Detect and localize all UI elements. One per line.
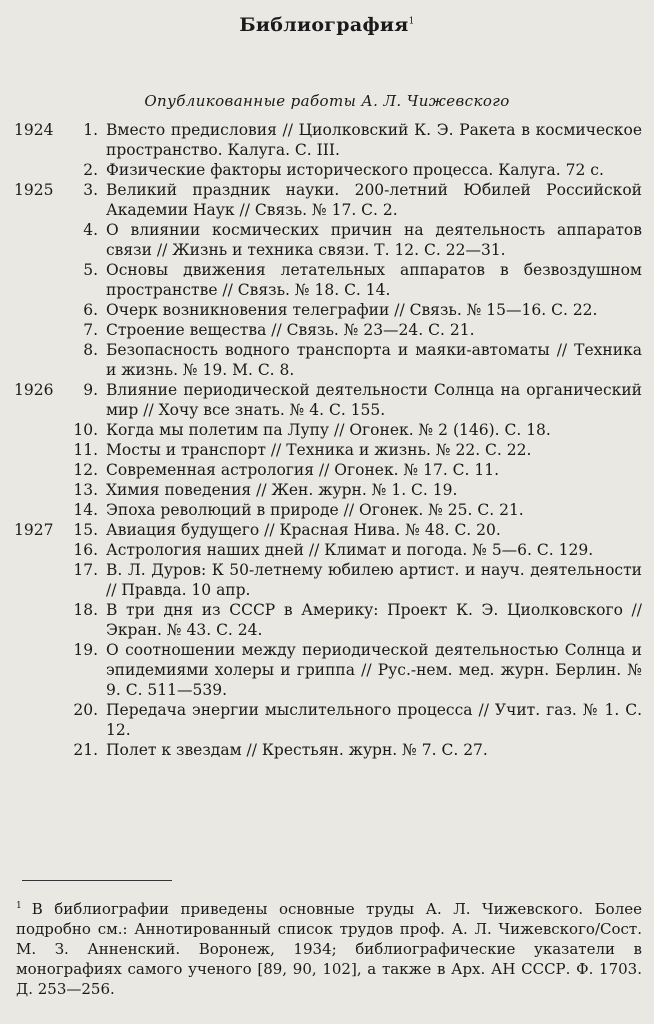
bibliography-entry — [0, 380, 654, 420]
entry-text: Мосты и транспорт // Техника и жизнь. № 22. С. 22. — [106, 441, 532, 459]
entry-number: 19. — [73, 641, 98, 659]
bibliography-entry — [0, 600, 654, 640]
footnote-text: В библиографии приведены основные труды А. Л. Чижевского. Более подробно см.: Аннотированный список трудов проф. А. Л. Чижевского/Сост. М. З. Анненский. Воронеж, 1934; библиографические указатели в монографиях самого ученого [89, 90, 102], а также в Арх. АН СССР. Ф. 1703. Д. 253—256. — [16, 900, 642, 998]
bibliography-entry — [0, 500, 654, 520]
bibliography-entry — [0, 480, 654, 500]
entry-number: 15. — [73, 521, 98, 539]
entry-text: О соотношении между периодической деятельностью Солнца и эпидемиями холеры и гриппа // Рус.-нем. мед. журн. Берлин. № 9. С. 511—539. — [106, 641, 642, 699]
entry-text: Химия поведения // Жен. журн. № 1. С. 19. — [106, 481, 458, 499]
entry-number: 14. — [73, 501, 98, 519]
entry-number: 11. — [73, 441, 98, 459]
bibliography-entry — [0, 120, 654, 160]
entry-text: Основы движения летательных аппаратов в безвоздушном пространстве // Связь. № 18. С. 14. — [106, 261, 642, 299]
bibliography-entry — [0, 180, 654, 220]
bibliography-entry — [0, 640, 654, 700]
bibliography-entry — [0, 340, 654, 380]
bibliography-entry — [0, 520, 654, 540]
title-text: Библиография — [239, 14, 409, 36]
entry-text: Полет к звездам // Крестьян. журн. № 7. С. 27. — [106, 741, 488, 759]
entry-text: Физические факторы исторического процесса. Калуга. 72 с. — [106, 161, 604, 179]
bibliography-list — [0, 120, 654, 760]
entry-number: 3. — [83, 181, 98, 199]
title-footnote-mark: 1 — [408, 16, 415, 27]
entry-number: 5. — [83, 261, 98, 279]
bibliography-entry — [0, 160, 654, 180]
entry-number: 18. — [73, 601, 98, 619]
section-subtitle: Опубликованные работы А. Л. Чижевского — [144, 92, 510, 110]
entry-text: В. Л. Дуров: К 50-летнему юбилею артист. и науч. деятельности // Правда. 10 апр. — [106, 561, 642, 599]
entry-number: 7. — [83, 321, 98, 339]
entry-text: Астрология наших дней // Климат и погода. № 5—6. С. 129. — [106, 541, 594, 559]
entry-number: 13. — [73, 481, 98, 499]
footnote-divider — [22, 880, 172, 881]
bibliography-entry — [0, 320, 654, 340]
entry-number: 12. — [73, 461, 98, 479]
entry-text: Строение вещества // Связь. № 23—24. С. 21. — [106, 321, 475, 339]
entry-text: Безопасность водного транспорта и маяки-автоматы // Техника и жизнь. № 19. М. С. 8. — [106, 341, 642, 379]
bibliography-entry — [0, 560, 654, 600]
entry-number: 17. — [73, 561, 98, 579]
entry-text: В три дня из СССР в Америку: Проект К. Э. Циолковского // Экран. № 43. С. 24. — [106, 601, 642, 639]
entry-text: Эпоха революций в природе // Огонек. № 25. С. 21. — [106, 501, 524, 519]
entry-text: Современная астрология // Огонек. № 17. С. 11. — [106, 461, 500, 479]
entry-text: Влияние периодической деятельности Солнца на органический мир // Хочу все знать. № 4. С. 155. — [106, 381, 642, 419]
entry-text: Авиация будущего // Красная Нива. № 48. С. 20. — [106, 521, 501, 539]
entry-year: 1927 — [14, 521, 54, 539]
bibliography-entry — [0, 220, 654, 260]
entry-text: Вместо предисловия // Циолковский К. Э. Ракета в космическое пространство. Калуга. С. III. — [106, 121, 642, 159]
bibliography-entry — [0, 740, 654, 760]
entry-year: 1926 — [14, 381, 54, 399]
entry-number: 1. — [83, 121, 98, 139]
entry-text: Очерк возникновения телеграфии // Связь. № 15—16. С. 22. — [106, 301, 598, 319]
footnote — [16, 896, 642, 999]
entry-text: О влиянии космических причин на деятельность аппаратов связи // Жизнь и техника связи. Т. 12. С. 22—31. — [106, 221, 642, 259]
bibliography-entry — [0, 300, 654, 320]
entry-text: Передача энергии мыслительного процесса // Учит. газ. № 1. С. 12. — [106, 701, 642, 739]
entry-number: 4. — [83, 221, 98, 239]
bibliography-entry — [0, 540, 654, 560]
footnote-mark: 1 — [16, 901, 22, 911]
entry-number: 2. — [83, 161, 98, 179]
entry-number: 8. — [83, 341, 98, 359]
bibliography-entry — [0, 460, 654, 480]
bibliography-entry — [0, 260, 654, 300]
entry-number: 16. — [73, 541, 98, 559]
entry-number: 9. — [83, 381, 98, 399]
entry-year: 1925 — [14, 181, 54, 199]
bibliography-entry — [0, 700, 654, 740]
bibliography-entry — [0, 420, 654, 440]
bibliography-entry — [0, 440, 654, 460]
entry-text: Когда мы полетим па Лупу // Огонек. № 2 (146). С. 18. — [106, 421, 551, 439]
entry-year: 1924 — [14, 121, 54, 139]
entry-number: 6. — [83, 301, 98, 319]
entry-number: 10. — [73, 421, 98, 439]
entry-number: 20. — [73, 701, 98, 719]
entry-number: 21. — [73, 741, 98, 759]
entry-text: Великий праздник науки. 200-летний Юбилей Российской Академии Наук // Связь. № 17. С. 2. — [106, 181, 642, 219]
page-title — [0, 14, 654, 36]
